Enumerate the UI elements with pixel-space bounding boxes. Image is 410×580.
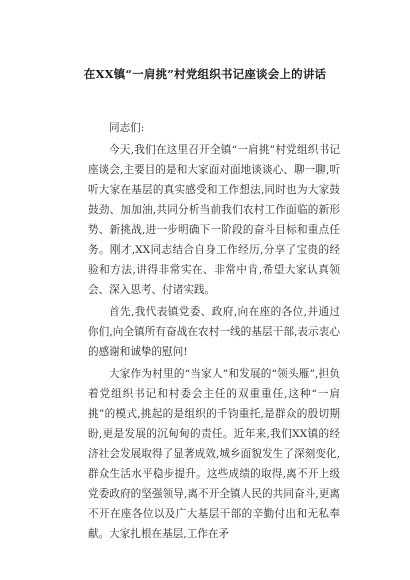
paragraph-thanks: 首先,我代表镇党委、政府,向在座的各位,并通过你们,向全镇所有奋战在农村一线的基层干部,表示衷心的感谢和诚挚的慰问! — [88, 306, 340, 358]
paragraph-role: 大家作为村里的“当家人”和发展的“领头雁”,担负着党组织书记和村委会主任的双重重任,这种“一肩挑”的模式,挑起的是组织的千钧重托,是群众的殷切期盼,更是发展的沉甸甸的责任。近年来,我们XX镇的经济社会发展取得了显著成效,城乡面貌发生了深刻变化,群众生活水平稳步提升。这些成绩的取得,离不开上级党委政府的坚强领导,离不开全镇人民的共同奋斗,更离不开在座各位以及广大基层干部的辛勤付出和无私奉献。大家扎根在基层,工作在矛 — [88, 368, 340, 540]
document-body — [88, 118, 340, 546]
document-title: 在XX镇“一肩挑”村党组织书记座谈会上的讲话 — [83, 67, 327, 81]
paragraph-opening: 今天,我们在这里召开全镇“一肩挑”村党组织书记座谈会,主要目的是和大家面对面地谈谈心、聊一聊,听听大家在基层的真实感受和工作想法,同时也为大家鼓鼓劲、加加油,共同分析当前我们农村工作面临的新形势、新挑战,进一步明确下一阶段的奋斗目标和重点任务。刚才,XX同志结合自身工作经历,分享了宝贵的经验和方法,讲得非常实在、非常中肯,希望大家认真领会、深入思考、付诸实践。 — [88, 144, 340, 296]
greeting: 同志们: — [109, 122, 145, 134]
